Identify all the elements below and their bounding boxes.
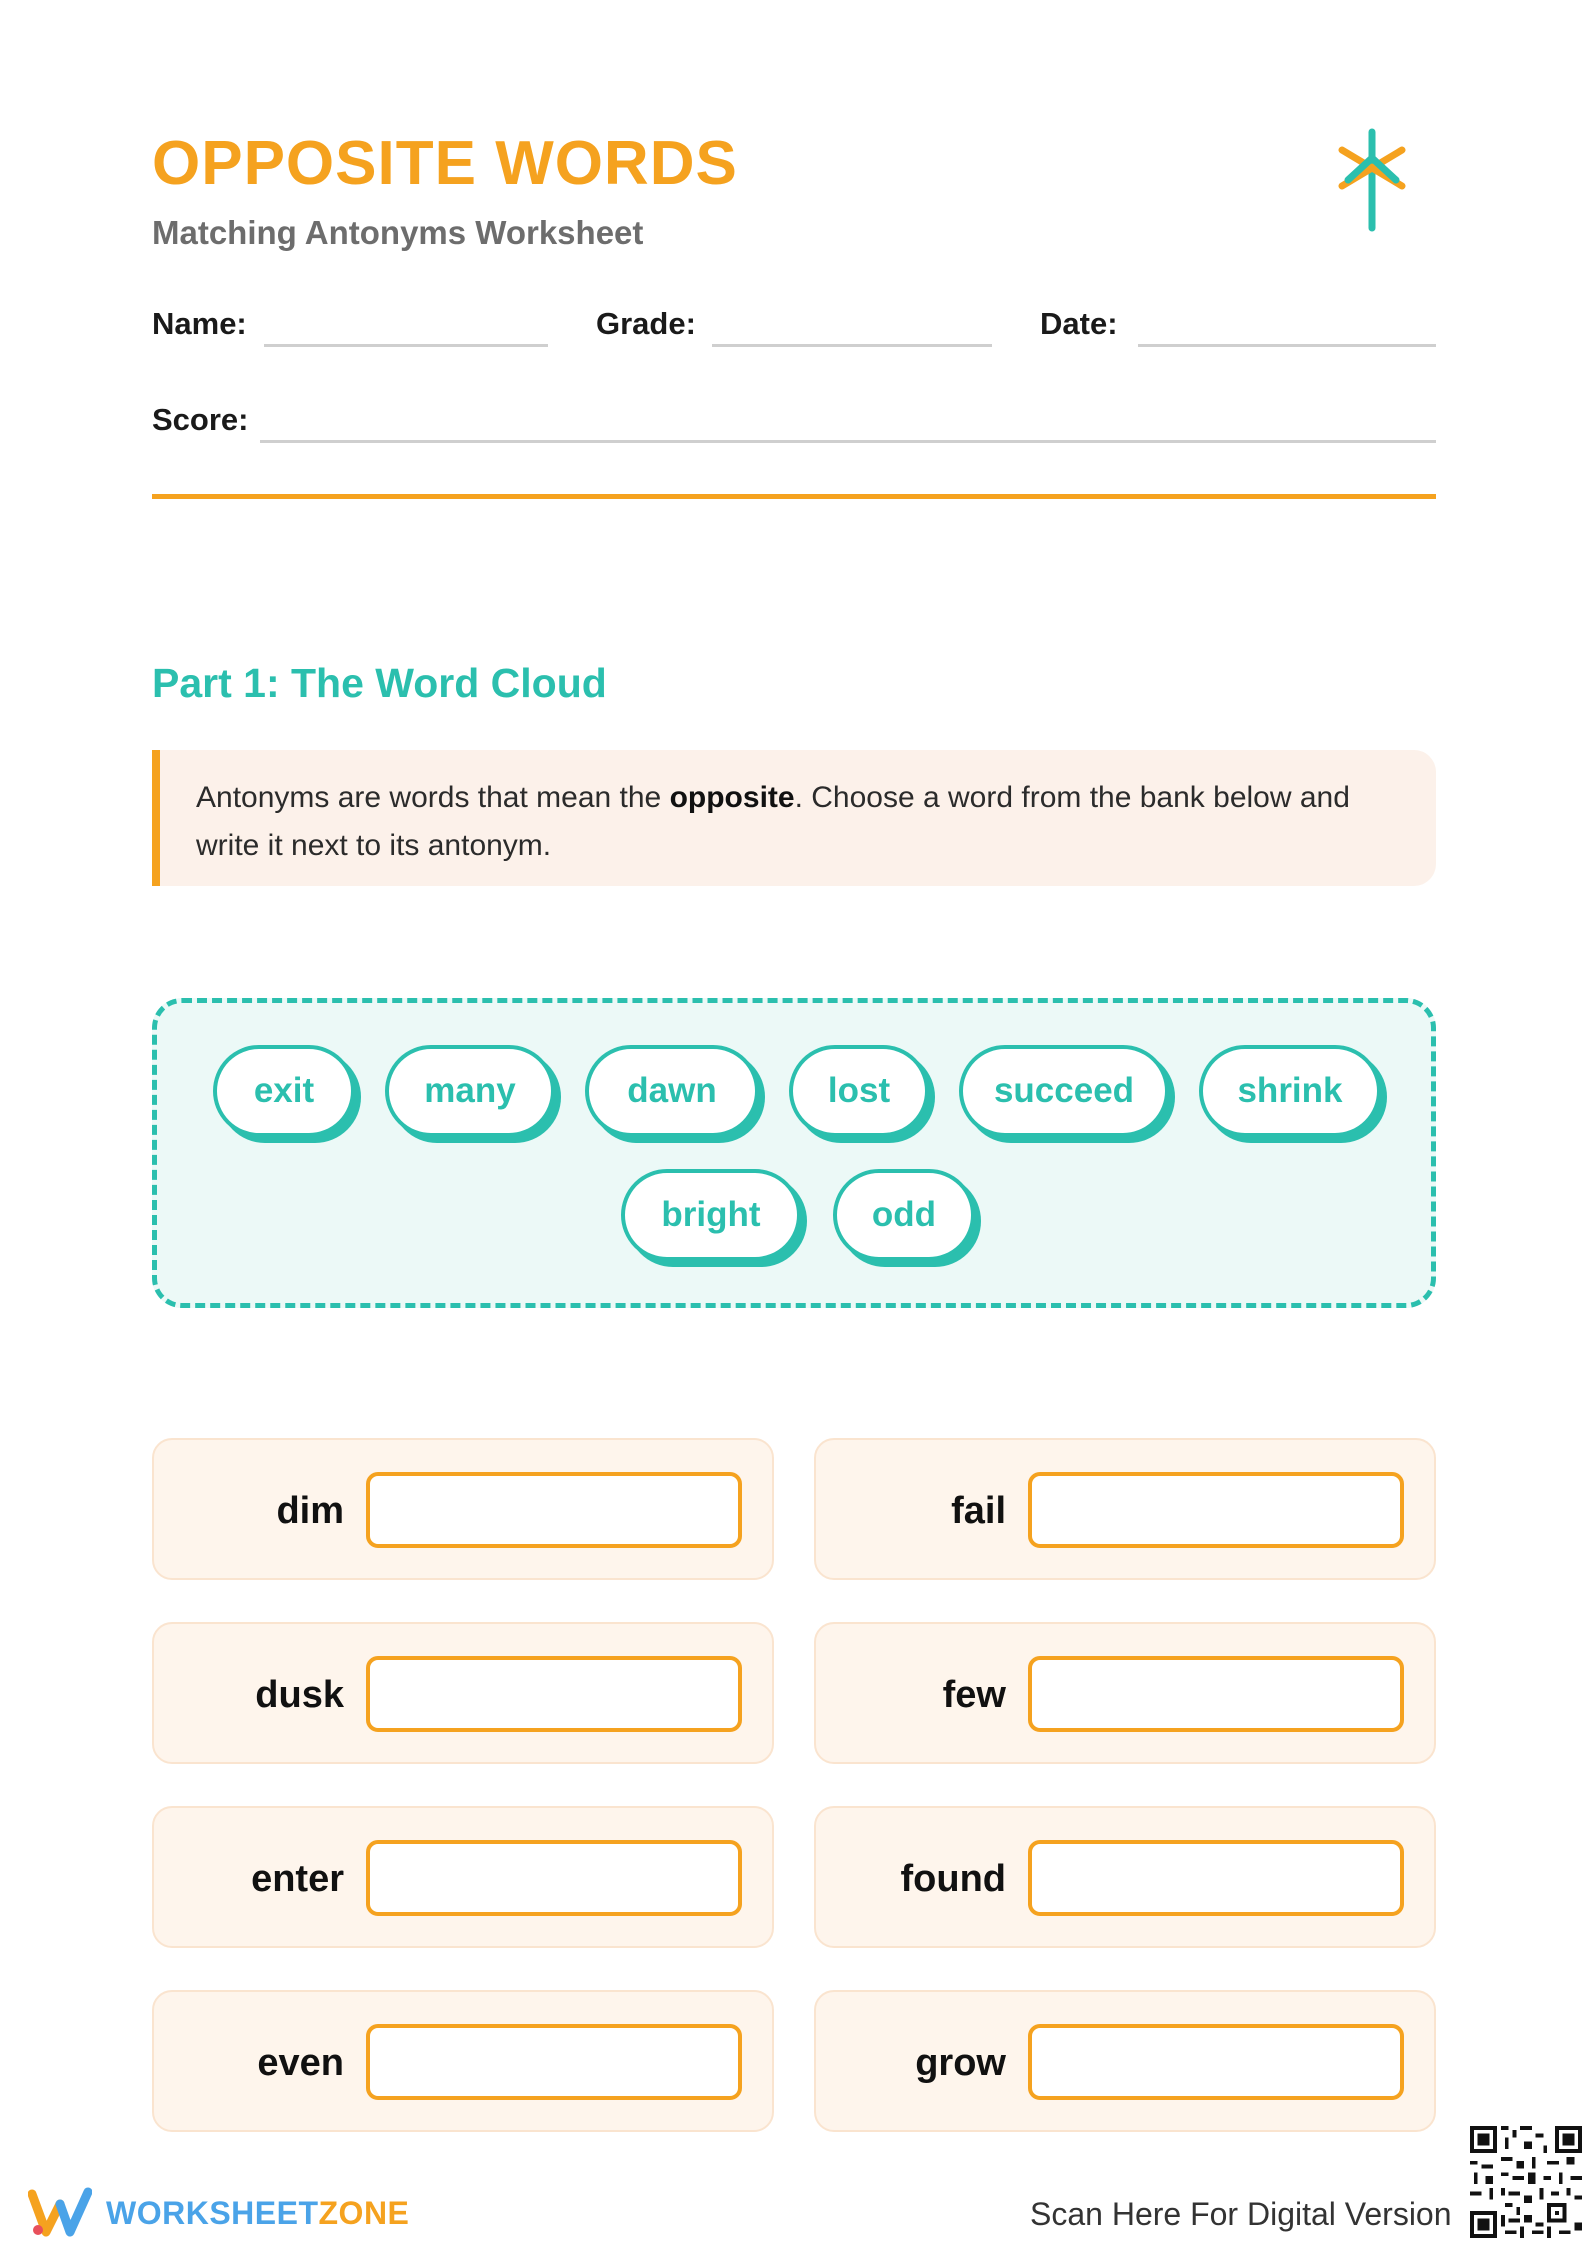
answer-box[interactable] [1028, 1840, 1404, 1916]
answer-box[interactable] [1028, 1656, 1404, 1732]
qr-code-icon[interactable] [1470, 2126, 1582, 2238]
header-divider [152, 494, 1436, 499]
instruction-emphasis: opposite [669, 781, 795, 814]
arrow-logo-icon [1336, 128, 1416, 232]
match-card [152, 1622, 774, 1764]
answer-box[interactable] [366, 1656, 742, 1732]
match-card [814, 1806, 1436, 1948]
section-title: Part 1: The Word Cloud [152, 660, 607, 706]
match-card [152, 1990, 774, 2132]
score-field[interactable] [260, 440, 1436, 443]
match-word: fail [951, 1489, 1006, 1532]
word-pill[interactable]: exit [213, 1045, 355, 1137]
match-card [814, 1622, 1436, 1764]
answer-box[interactable] [1028, 1472, 1404, 1548]
scan-caption: Scan Here For Digital Version [1030, 2196, 1452, 2232]
match-word: found [900, 1857, 1006, 1900]
word-pill[interactable]: many [385, 1045, 555, 1137]
grade-label: Grade: [596, 306, 696, 341]
match-word: even [257, 2041, 344, 2084]
name-field[interactable] [264, 344, 548, 347]
word-pill[interactable]: dawn [585, 1045, 759, 1137]
word-pill[interactable]: shrink [1199, 1045, 1381, 1137]
answer-box[interactable] [1028, 2024, 1404, 2100]
match-word: dim [276, 1489, 344, 1532]
answer-box[interactable] [366, 2024, 742, 2100]
match-card [152, 1806, 774, 1948]
page-subtitle: Matching Antonyms Worksheet [152, 214, 644, 251]
word-pill[interactable]: odd [833, 1169, 975, 1261]
match-card [814, 1438, 1436, 1580]
page-title: OPPOSITE WORDS [152, 129, 738, 198]
instruction-box [152, 750, 1436, 886]
match-card [814, 1990, 1436, 2132]
word-pill[interactable]: succeed [959, 1045, 1169, 1137]
brand-name: WORKSHEETZONE [106, 2194, 410, 2231]
match-word: dusk [255, 1673, 344, 1716]
word-pill[interactable]: bright [621, 1169, 801, 1261]
match-word: enter [251, 1857, 344, 1900]
answer-box[interactable] [366, 1840, 742, 1916]
date-label: Date: [1040, 306, 1118, 341]
match-word: few [942, 1673, 1006, 1716]
grade-field[interactable] [712, 344, 992, 347]
match-word: grow [915, 2041, 1006, 2084]
score-label: Score: [152, 402, 249, 437]
date-field[interactable] [1138, 344, 1436, 347]
instruction-text: Antonyms are words that mean the opposite. Choose a word from the bank below and write it next to its antonym. [196, 781, 1350, 862]
answer-box[interactable] [366, 1472, 742, 1548]
match-card [152, 1438, 774, 1580]
name-label: Name: [152, 306, 247, 341]
word-pill[interactable]: lost [789, 1045, 929, 1137]
word-bank [152, 998, 1436, 1308]
worksheetzone-logo-icon [28, 2186, 92, 2240]
brand-logo[interactable] [28, 2186, 409, 2240]
